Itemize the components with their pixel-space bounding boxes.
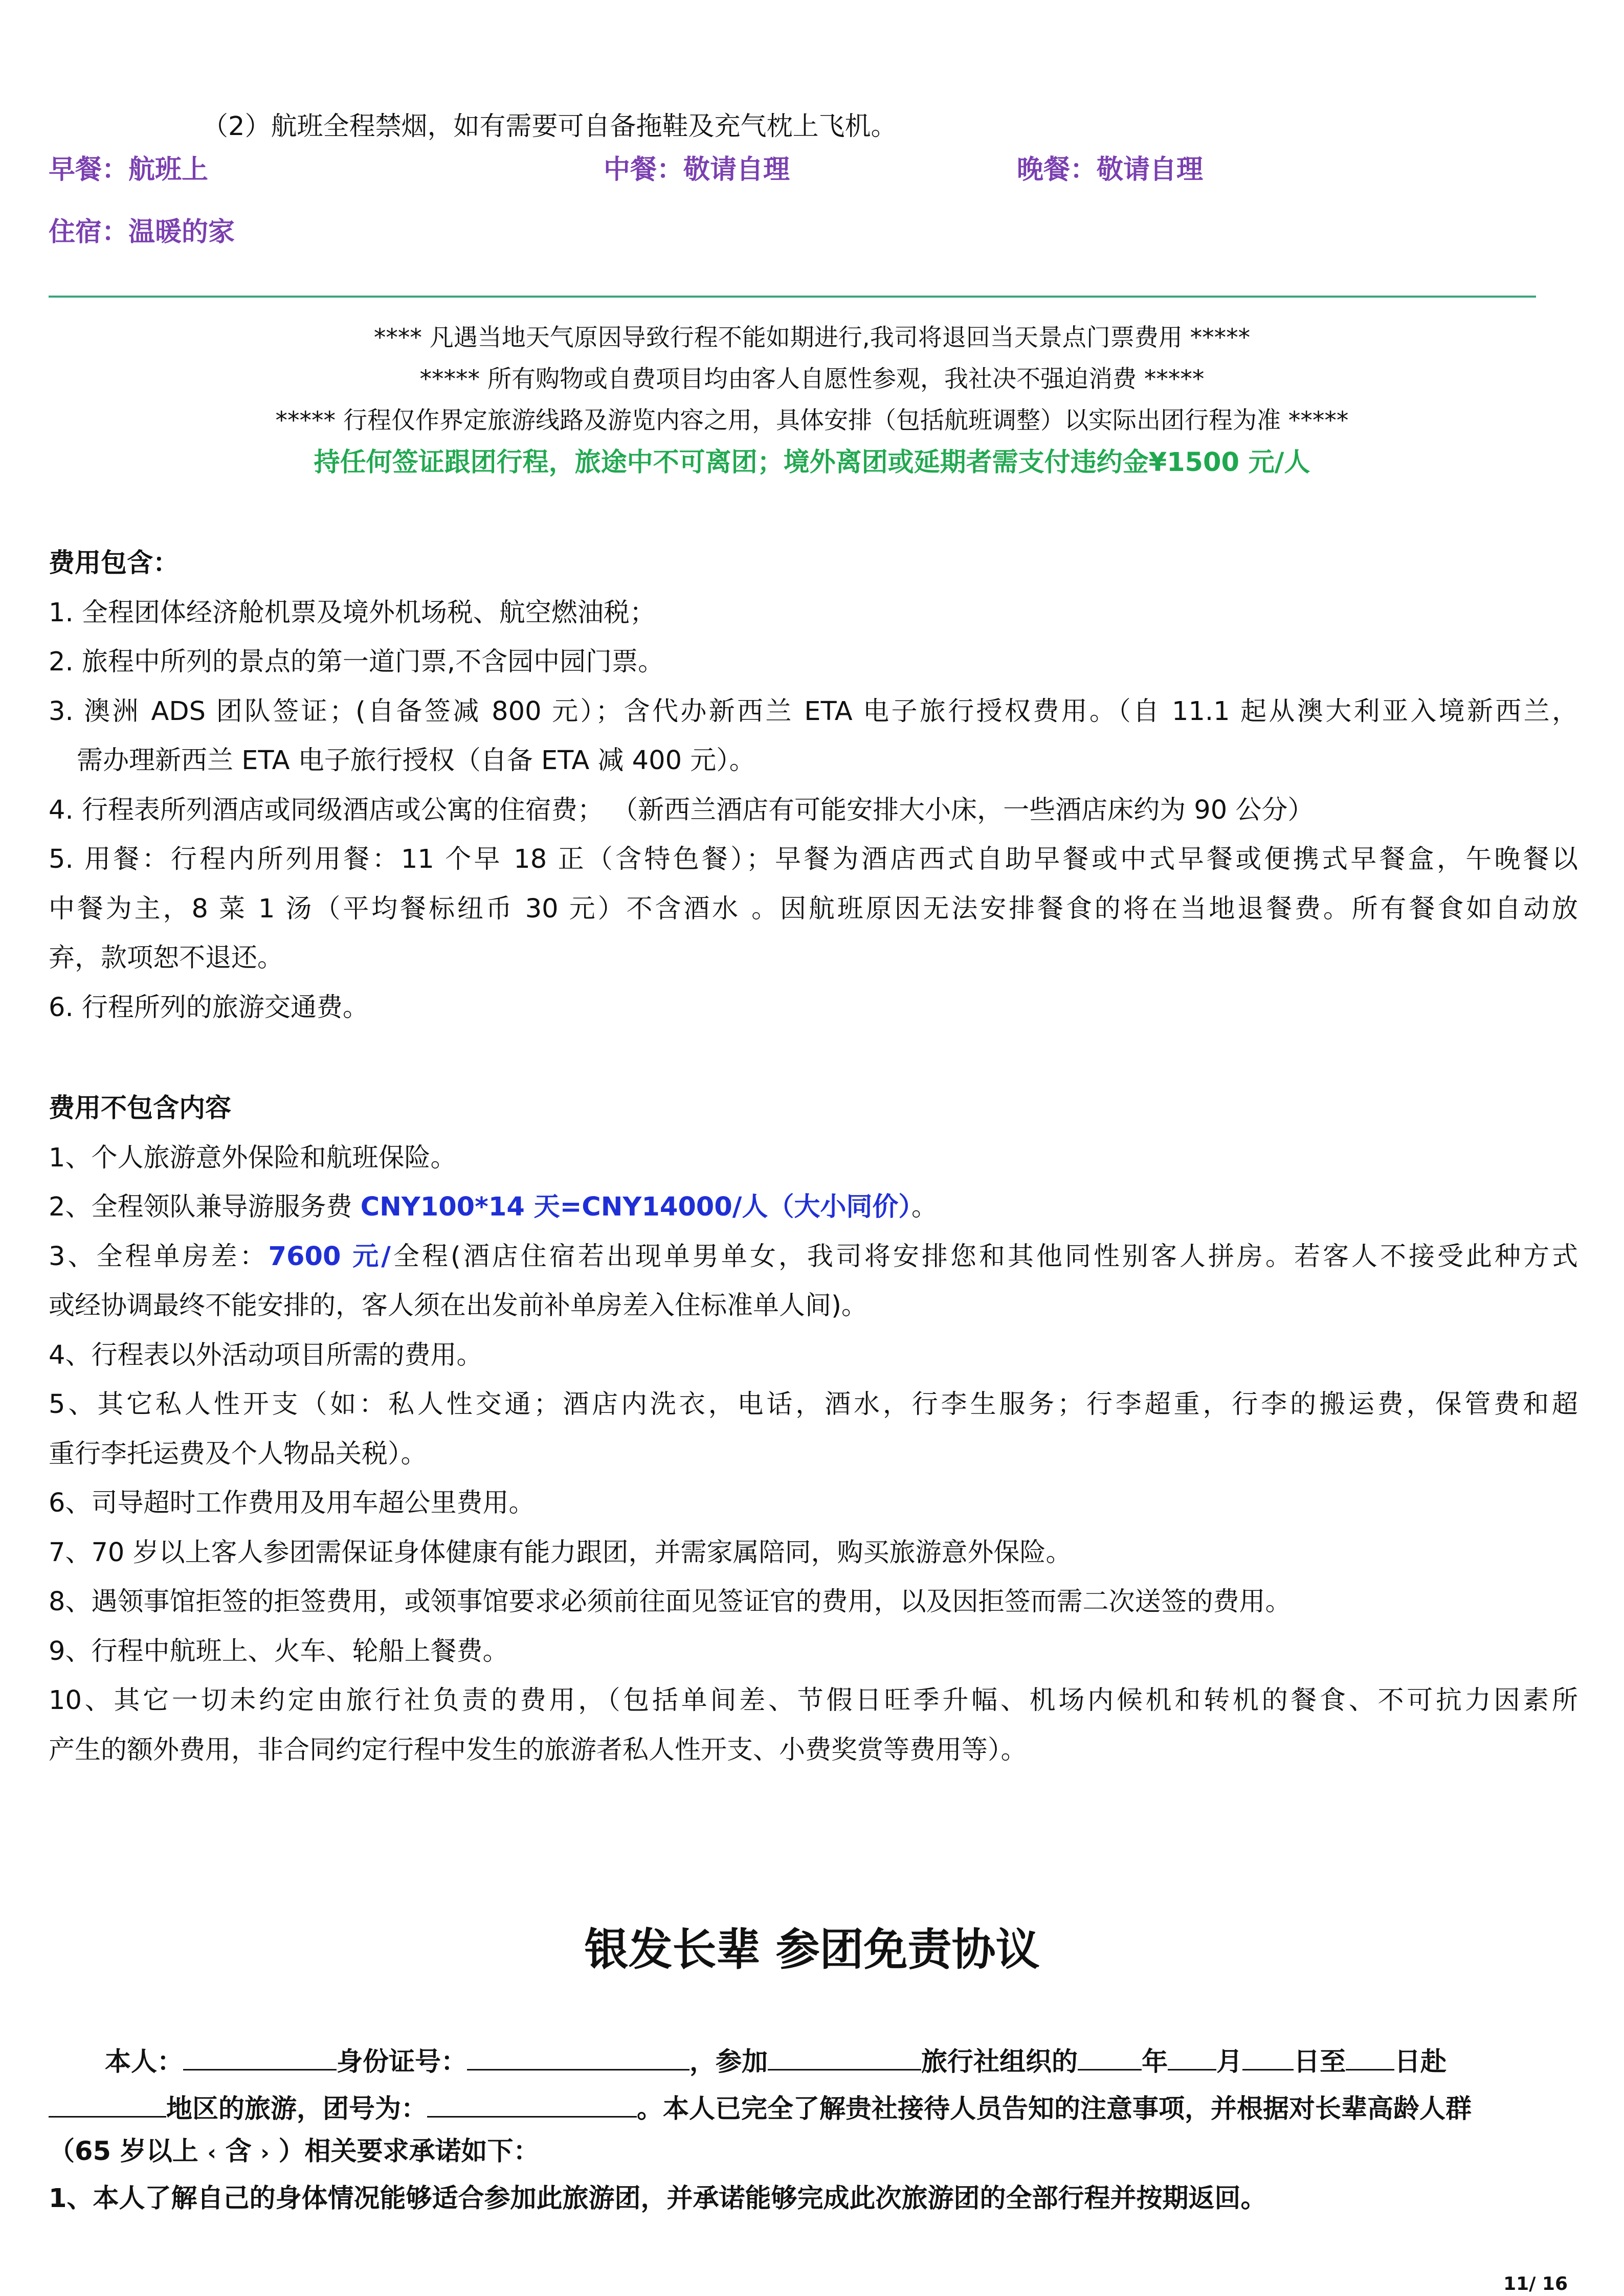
excluded-item-2-end: 。 [911,1192,938,1222]
region-label: 地区的旅游，团号为： [166,2094,428,2124]
end-day-blank[interactable] [1346,2040,1394,2070]
flight-note: （2）航班全程禁烟，如有需要可自备拖鞋及充气枕上飞机。 [202,111,897,142]
year-label: 年 [1142,2047,1168,2077]
region-blank[interactable] [49,2087,166,2118]
excluded-item-3-line-1 [49,1239,1578,1275]
include-char: 含 [225,2136,252,2167]
age-requirement-end: ）相关要求承诺如下： [278,2136,540,2167]
excluded-item-6: 6、司导超时工作费用及用车超公里费用。 [49,1488,535,1518]
dinner-label: 晚餐：敬请自理 [1017,154,1204,185]
guide-fee-highlight: CNY100*14 天=CNY14000/人（大小同价） [360,1192,911,1222]
month-label: 月 [1216,2047,1243,2077]
excluded-heading: 费用不包含内容 [49,1093,232,1123]
included-item-5-line-2: 中餐为主，8 菜 1 汤（平均餐标纽币 30 元）不含酒水 。因航班原因无法安排餐食的将在当地退餐费。所有餐食如自动放 [49,894,1578,924]
notice-shopping: ***** 所有购物或自费项目均由客人自愿性参观，我社决不强迫消费 ***** [419,365,1205,393]
name-blank[interactable] [183,2040,337,2070]
join-label: ，参加 [689,2047,768,2077]
breakfast-label: 早餐：航班上 [49,154,209,185]
notice-weather: **** 凡遇当地天气原因导致行程不能如期进行,我司将退回当天景点门票费用 ***** [373,324,1251,352]
start-day-blank[interactable] [1242,2040,1294,2070]
section-divider [49,296,1536,298]
lunch-label: 中餐：敬请自理 [604,154,790,185]
excluded-item-10-line-2: 产生的额外费用，非合同约定行程中发生的旅游者私人性开支、小费奖赏等费用等）。 [49,1735,1027,1765]
excluded-item-5-line-1: 5、其它私人性开支（如：私人性交通；酒店内洗衣，电话，酒水，行李生服务；行李超重，行李的搬运费，保管费和超 [49,1389,1578,1420]
group-number-blank[interactable] [427,2087,637,2118]
id-number-blank[interactable] [467,2040,689,2070]
included-item-6: 6. 行程所列的旅游交通费。 [49,993,369,1023]
year-blank[interactable] [1078,2040,1142,2070]
excluded-item-8: 8、遇领事馆拒签的拒签费用，或领事馆要求必须前往面见签证官的费用，以及因拒签而需二次送签的费用。 [49,1587,1292,1617]
agreement-fill-line-1 [105,2040,1447,2081]
right-angle-mark: › [260,2140,270,2165]
excluded-item-2 [49,1189,938,1226]
included-item-5-line-3: 弃，款项恕不退还。 [49,943,284,973]
excluded-item-4: 4、行程表以外活动项目所需的费用。 [49,1340,483,1370]
included-item-5-line-1: 5. 用餐：行程内所列用餐：11 个早 18 正（含特色餐）；早餐为酒店西式自助早餐或中式早餐或便携式早餐盒，午晚餐以 [49,844,1578,874]
month-blank[interactable] [1168,2040,1216,2070]
agency-blank[interactable] [768,2040,921,2070]
agreement-fill-line-2 [49,2087,1472,2128]
excluded-item-3-line-2: 或经协调最终不能安排的，客人须在出发前补单房差入住标准单人间)。 [49,1291,867,1321]
excluded-item-1: 1、个人旅游意外保险和航班保险。 [49,1143,457,1173]
self-label: 本人： [105,2047,184,2077]
agreement-intro-tail: 。本人已完全了解贵社接待人员告知的注意事项，并根据对长辈高龄人群 [637,2094,1472,2124]
lodging-label: 住宿：温暖的家 [49,217,235,247]
included-item-3-line-1: 3. 澳洲 ADS 团队签证；(自备签减 800 元）；含代办新西兰 ETA 电子旅行授权费用。（自 11.1 起从澳大利亚入境新西兰， [49,696,1578,727]
left-angle-mark: ‹ [207,2140,216,2165]
excluded-item-10-line-1: 10、其它一切未约定由旅行社负责的费用，（包括单间差、节假日旺季升幅、机场内候机和转机的餐食、不可抗力因素所 [49,1685,1578,1716]
included-item-4: 4. 行程表所列酒店或同级酒店或公寓的住宿费； （新西兰酒店有可能安排大小床，一些酒店床约为 90 公分） [49,795,1314,825]
excluded-item-7: 7、70 岁以上客人参团需保证身体健康有能力跟团，并需家属陪同，购买旅游意外保险。 [49,1538,1072,1568]
excluded-item-3-rest: 全程(酒店住宿若出现单男单女，我司将安排您和其他同性别客人拼房。若客人不接受此种方式 [390,1242,1578,1272]
day-to-label: 日至 [1294,2047,1346,2077]
excluded-item-3-text: 3、全程单房差： [49,1242,269,1272]
included-heading: 费用包含： [49,548,180,578]
agency-label: 旅行社组织的 [921,2047,1078,2077]
id-label: 身份证号： [337,2047,468,2077]
page-number: 11/ 16 [1503,2274,1568,2294]
included-item-2: 2. 旅程中所列的景点的第一道门票,不含园中园门票。 [49,647,664,677]
included-item-1: 1. 全程团体经济舱机票及境外机场税、航空燃油税； [49,598,656,628]
day-go-label: 日赴 [1394,2047,1447,2077]
excluded-item-2-text: 2、全程领队兼导游服务费 [49,1192,361,1222]
agreement-title: 银发长辈 参团免责协议 [584,1924,1040,1975]
agreement-age-line [49,2133,539,2171]
single-room-fee-highlight: 7600 元/ [268,1242,391,1272]
age-requirement-start: （65 岁以上 [49,2136,198,2167]
excluded-item-5-line-2: 重行李托运费及个人物品关税）。 [49,1439,427,1469]
notice-penalty: 持任何签证跟团行程，旅途中不可离团；境外离团或延期者需支付违约金¥1500 元/人 [314,447,1310,478]
agreement-item-1: 1、本人了解自己的身体情况能够适合参加此旅游团，并承诺能够完成此次旅游团的全部行程并按期返回。 [49,2184,1267,2214]
excluded-item-9: 9、行程中航班上、火车、轮船上餐费。 [49,1636,509,1667]
included-item-3-line-2: 需办理新西兰 ETA 电子旅行授权（自备 ETA 减 400 元）。 [77,746,755,776]
notice-itinerary: ***** 行程仅作界定旅游线路及游览内容之用，具体安排（包括航班调整）以实际出团行程为准 ***** [275,407,1349,435]
